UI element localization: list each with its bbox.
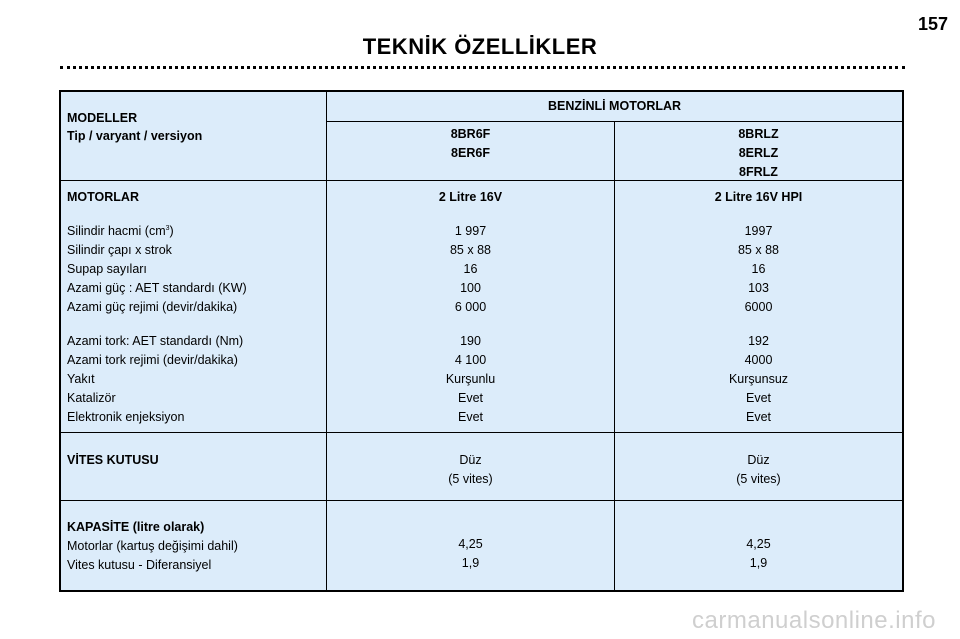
models-subheading: Tip / varyant / versiyon xyxy=(67,129,203,143)
models-col1 xyxy=(327,125,614,163)
label-bore-stroke: Silindir çapı x strok xyxy=(67,243,172,257)
page-title: TEKNİK ÖZELLİKLER xyxy=(362,34,598,59)
model-code: 8ER6F xyxy=(451,146,490,160)
model-code: 8BRLZ xyxy=(738,127,779,141)
value-engine-oil: 4,25 xyxy=(746,537,771,551)
dotted-divider xyxy=(60,66,905,69)
group-header: BENZİNLİ MOTORLAR xyxy=(547,99,682,113)
engine-name: 2 Litre 16V xyxy=(438,190,503,204)
value-max-torque: 192 xyxy=(748,334,769,348)
label-max-power: Azami güç : AET standardı (KW) xyxy=(67,281,247,295)
value-max-torque-rpm: 4 100 xyxy=(454,353,487,367)
value-engine-oil: 4,25 xyxy=(458,537,483,551)
value-max-power-rpm: 6000 xyxy=(744,300,773,314)
value-fuel: Kurşunsuz xyxy=(728,372,789,386)
value-gearbox-oil: 1,9 xyxy=(461,556,480,570)
value-gearbox-oil: 1,9 xyxy=(749,556,768,570)
capacity-labels xyxy=(67,518,238,575)
engine-col2 xyxy=(615,188,902,427)
value-catalyst: Evet xyxy=(745,391,771,405)
model-code: 8BR6F xyxy=(450,127,491,141)
value-max-power-rpm: 6 000 xyxy=(454,300,487,314)
model-code: 8ERLZ xyxy=(738,146,779,160)
engine-labels xyxy=(67,188,247,427)
label-max-torque: Azami tork: AET standardı (Nm) xyxy=(67,334,244,348)
label-engine-oil: Motorlar (kartuş değişimi dahil) xyxy=(67,539,238,553)
label-displacement: Silindir hacmi $(cm^3)$ xyxy=(67,224,174,238)
watermark: carmanualsonline.info xyxy=(692,607,936,634)
value-fuel: Kurşunlu xyxy=(445,372,496,386)
capacity-heading: KAPASİTE (litre olarak) xyxy=(67,520,205,534)
value-catalyst: Evet xyxy=(457,391,483,405)
label-catalyst: Katalizör xyxy=(67,391,116,405)
row-divider-gearbox xyxy=(61,500,902,501)
value-displacement: 1 997 xyxy=(454,224,487,238)
label-fuel: Yakıt xyxy=(67,372,95,386)
value-max-power: 100 xyxy=(460,281,481,295)
label-injection: Elektronik enjeksiyon xyxy=(67,410,185,424)
model-code: 8FRLZ xyxy=(739,165,778,179)
gearbox-type: Düz xyxy=(747,453,770,467)
page-number: 157 xyxy=(917,14,948,34)
label-max-torque-rpm: Azami tork rejimi (devir/dakika) xyxy=(67,353,238,367)
value-max-torque: 190 xyxy=(460,334,481,348)
value-valves: 16 xyxy=(463,262,478,276)
label-valves: Supap sayıları xyxy=(67,262,147,276)
label-gearbox-oil: Vites kutusu - Diferansiyel xyxy=(67,558,212,572)
row-divider-group xyxy=(326,121,902,122)
value-max-torque-rpm: 4000 xyxy=(744,353,773,367)
models-col2 xyxy=(615,125,902,182)
spec-table xyxy=(59,90,904,592)
capacity-col2 xyxy=(615,535,902,573)
gearbox-col2 xyxy=(615,451,902,489)
engine-name: 2 Litre 16V HPI xyxy=(714,190,803,204)
value-max-power: 103 xyxy=(748,281,769,295)
gearbox-heading: VİTES KUTUSU xyxy=(67,453,159,467)
value-displacement: 1997 xyxy=(744,224,773,238)
engine-col1 xyxy=(327,188,614,427)
value-injection: Evet xyxy=(457,410,483,424)
gearbox-speeds: (5 vites) xyxy=(736,472,781,486)
engines-heading: MOTORLAR xyxy=(67,190,139,204)
value-valves: 16 xyxy=(751,262,766,276)
value-injection: Evet xyxy=(745,410,771,424)
value-bore-stroke: 85 x 88 xyxy=(449,243,491,257)
row-divider-engines xyxy=(61,432,902,433)
gearbox-col1 xyxy=(327,451,614,489)
label-max-power-rpm: Azami güç rejimi (devir/dakika) xyxy=(67,300,238,314)
value-bore-stroke: 85 x 88 xyxy=(737,243,779,257)
models-heading: MODELLER xyxy=(67,111,138,125)
gearbox-type: Düz xyxy=(459,453,482,467)
capacity-col1 xyxy=(327,535,614,573)
gearbox-speeds: (5 vites) xyxy=(448,472,493,486)
